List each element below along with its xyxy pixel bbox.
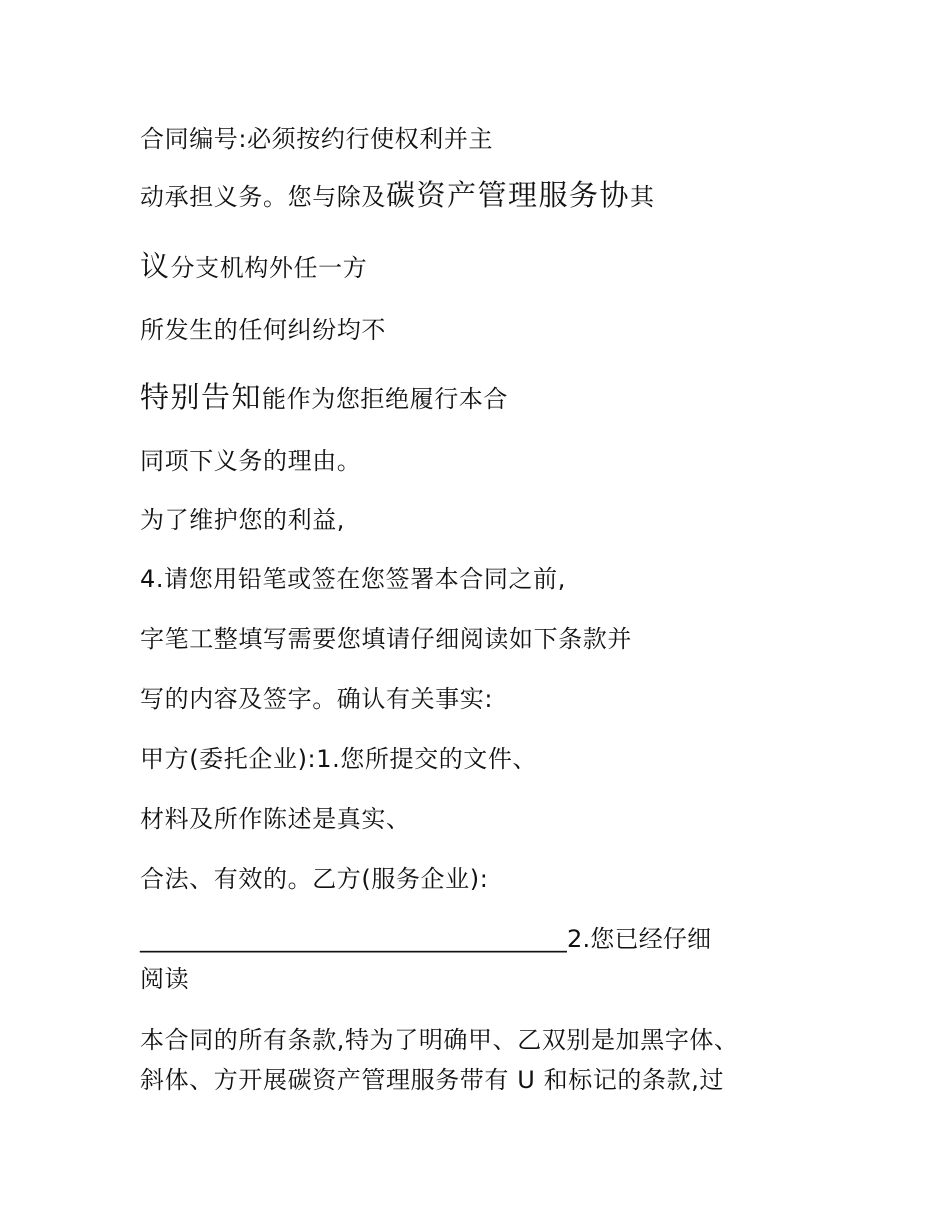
text-line-15: 阅读 <box>140 965 190 993</box>
text-line-2-part-3: 其 <box>630 183 655 211</box>
text-line-7: 为了维护您的利益, <box>140 506 346 534</box>
text-line-2-part-1: 动承担义务。您与除及 <box>140 183 386 211</box>
text-line-13: 合法、有效的。乙方(服务企业): <box>140 865 489 893</box>
text-line-17: 斜体、方开展碳资产管理服务带有 U 和标记的条款,过 <box>140 1066 725 1094</box>
text-line-16: 本合同的所有条款,特为了明确甲、乙双别是加黑字体、 <box>140 1026 739 1054</box>
text-line-1: 合同编号:必须按约行使权利并主 <box>140 125 494 153</box>
text-line-3-part-1: 议 <box>140 249 171 283</box>
text-line-5-part-2: 能作为您拒绝履行本合 <box>262 385 509 413</box>
text-line-3-part-2: 分支机构外任一方 <box>170 254 368 282</box>
text-line-10: 写的内容及签字。确认有关事实: <box>140 685 494 713</box>
text-line-2 <box>140 180 655 212</box>
text-line-5 <box>140 382 508 414</box>
text-line-5-part-1: 特别告知 <box>140 380 263 414</box>
text-line-6: 同项下义务的理由。 <box>140 447 362 475</box>
text-line-4: 所发生的任何纠纷均不 <box>140 316 386 344</box>
text-line-8: 4.请您用铅笔或签在您签署本合同之前, <box>140 565 566 593</box>
text-line-12: 材料及所作陈述是真实、 <box>140 805 411 833</box>
text-line-9: 字笔工整填写需要您填请仔细阅读如下条款并 <box>140 625 632 653</box>
text-line-14: ___________________________________2.您已经仔细 <box>140 925 712 953</box>
text-line-11: 甲方(委托企业):1.您所提交的文件、 <box>140 745 538 773</box>
text-line-3 <box>140 251 367 283</box>
text-line-2-part-2: 碳资产管理服务协 <box>386 178 631 212</box>
